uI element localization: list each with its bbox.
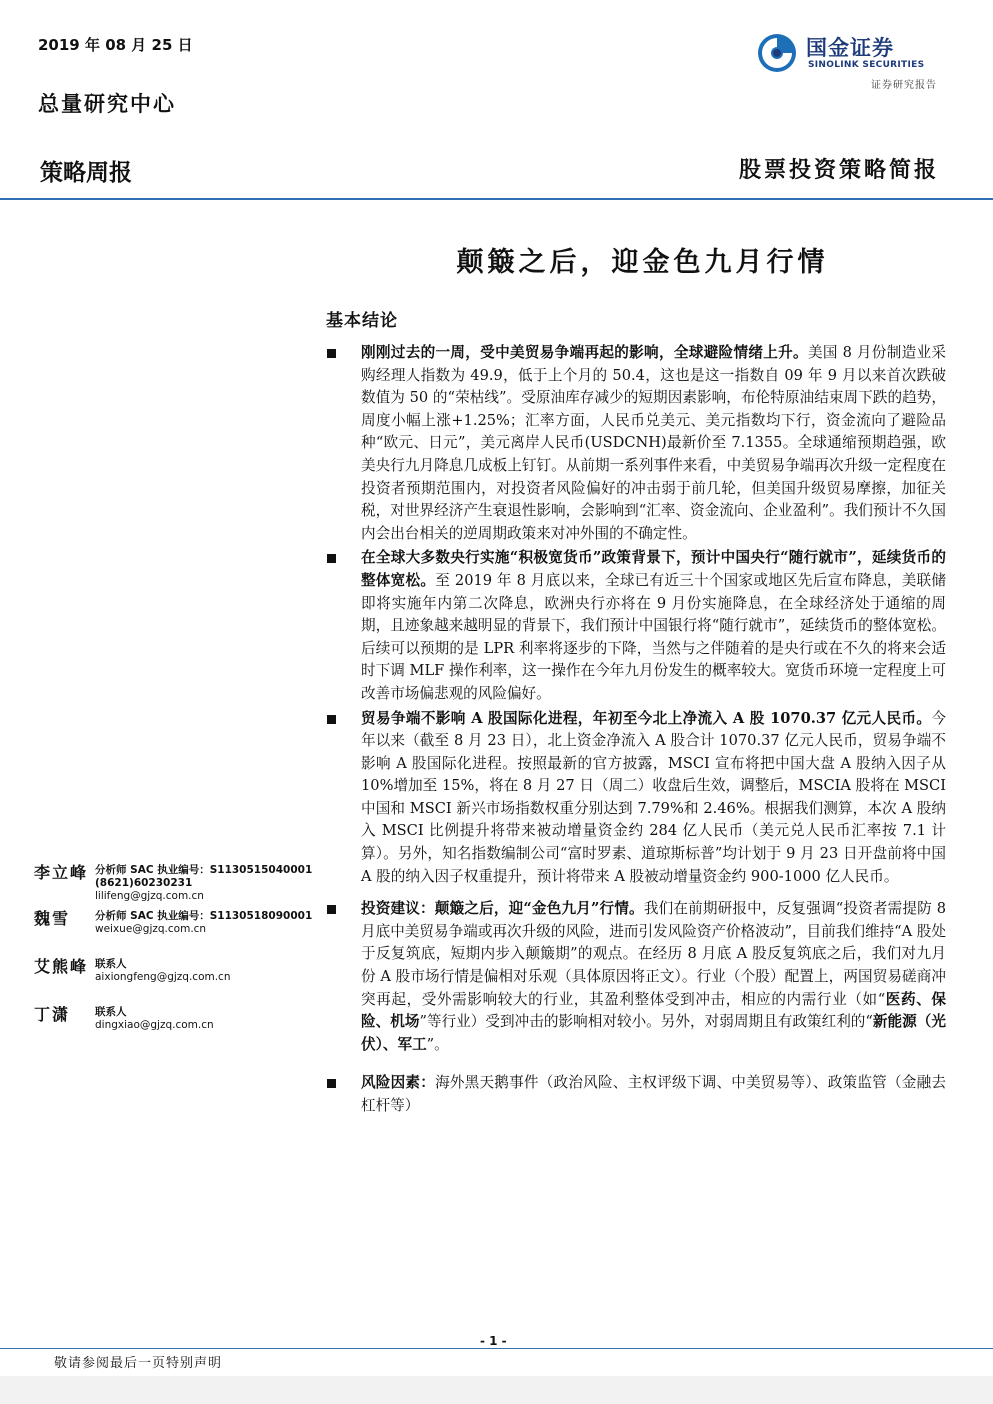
report-date: 2019 年 08 月 25 日: [38, 36, 193, 54]
logo-name-en: SINOLINK SECURITIES: [808, 60, 925, 70]
footer-band: [0, 1376, 993, 1404]
company-logo: [756, 30, 946, 90]
bullet-lead: 在全球大多数央行实施“积极宽货币”政策背景下，预计中国央行“随行就市”，延续货币的整体宽松。: [361, 549, 946, 589]
list-item: [326, 547, 946, 705]
footer-divider: [0, 1348, 993, 1349]
bullet-text: ”。: [426, 1035, 449, 1053]
analyst-name: 魏雪: [34, 909, 71, 928]
analyst-role: 分析师 SAC 执业编号：S1130518090001: [95, 910, 313, 922]
list-item: [326, 342, 946, 545]
analyst-name: 李立峰: [34, 863, 89, 882]
analyst-email: lilifeng@gjzq.com.cn: [95, 890, 204, 902]
bullet-text: 美国 8 月份制造业采购经理人指数为 49.9，低于上个月的 50.4，这也是这一指数自 09 年 9 月以来首次跌破数值为 50 的“荣枯线”。受原油库存减少的短期因素影响，布伦特原油结束周下跌的趋势，周度小幅上涨+1.25%；汇率方面，人民币兑美元、美元指数均下行，资金流向了避险品种“欧元、日元”，美元离岸人民币(USDCNH)最新价至 7.1355。全球通缩预期趋强，欧美央行九月降息几成板上钉钉。从前期一系列事件来看，中美贸易争端再次升级一定程度在投资者预期范围内，对投资者风险偏好的冲击弱于前几轮，但美国升级贸易摩擦，加征关税，对世界经济产生衰退性影响，会影响到“汇率、资金流向、企业盈利”。我们预计不久国内会出台相关的逆周期政策来对冲外围的不确定性。: [361, 344, 946, 542]
bullet-text: 我们在前期研报中，反复强调“投资者需提防 8 月底中美贸易争端或再次升级的风险，进而引发风险资产价格波动”，目前我们维持“A 股处于反复筑底，短期内步入颠簸期”的观点。在经历 8 月底 A 股反复筑底之后，我们对九月份 A 股市场行情是偏相对乐观（具体原因将正文）。行业（个股）配置上，两国贸易磋商冲突再起，受外需影响较大的行业，其盈利整体受到冲击，相应的内需行业（如“: [361, 900, 947, 1008]
bullet-lead: 刚刚过去的一周，受中美贸易争端再起的影响，全球避险情绪上升。: [361, 344, 808, 361]
report-type: 策略周报: [40, 160, 132, 186]
bullet-square-icon: [327, 715, 336, 724]
analyst-email: weixue@gjzq.com.cn: [95, 923, 207, 935]
bullet-text: 今年以来（截至 8 月 23 日），北上资金净流入 A 股合计 1070.37 亿元人民币，贸易争端不影响 A 股国际化进程。按照最新的官方披露，MSCI 宣布将把中国大盘 A 股纳入因子从 10%增加至 15%，将在 8 月 27 日（周二）收盘后生效，调整后，MSCIA 股将在 MSCI 中国和 MSCI 新兴市场指数权重分别达到 7.79%和 2.46%。根据我们测算，本次 A 股纳入 MSCI 比例提升将带来被动增量资金约 284 亿人民币（美元兑人民币汇率按 7.1 计算）。另外，知名指数编制公司“富时罗素、道琼斯标普”均计划于 9 月 23 日开盘前将中国 A 股的纳入因子权重提升，预计将带来 A 股被动增量资金约 900-1000 亿人民币。: [361, 709, 946, 885]
bullet-square-icon: [327, 554, 336, 563]
section-heading: 基本结论: [326, 311, 398, 331]
report-title: 颠簸之后，迎金色九月行情: [456, 247, 829, 278]
analyst-name: 丁潇: [34, 1005, 71, 1024]
conclusion-list: [326, 342, 946, 1118]
analyst-role: 分析师 SAC 执业编号：S1130515040001: [95, 864, 313, 876]
list-item: [326, 898, 946, 1056]
bullet-lead: 贸易争端不影响 A 股国际化进程，年初至今北上净流入 A 股 1070.37 亿元人民币。: [361, 709, 932, 727]
logo-subtitle: 证券研究报告: [871, 80, 937, 91]
bullet-bold-sectors: 新能源（光伏）、军工: [361, 1013, 946, 1053]
analyst-email: aixiongfeng@gjzq.com.cn: [95, 971, 231, 983]
bullet-text: ”等行业）受到冲击的影响相对较小。另外，对弱周期且有政策红利的“: [419, 1013, 873, 1031]
list-item: [326, 708, 946, 889]
report-series-name: 股票投资策略简报: [738, 157, 939, 183]
analyst-role: 联系人: [95, 958, 127, 970]
bullet-square-icon: [327, 905, 336, 914]
list-item: [326, 1072, 946, 1117]
analyst-role: 联系人: [95, 1006, 127, 1018]
bullet-text: 海外黑天鹅事件（政治风险、主权评级下调、中美贸易等）、政策监管（金融去杠杆等）: [361, 1074, 946, 1114]
analyst-name: 艾熊峰: [34, 957, 89, 976]
disclaimer-note: 敬请参阅最后一页特别声明: [54, 1356, 223, 1371]
analyst-email: dingxiao@gjzq.com.cn: [95, 1019, 214, 1031]
bullet-square-icon: [327, 349, 336, 358]
header-divider: [0, 198, 993, 200]
page-number: - 1 -: [480, 1334, 507, 1348]
analyst-phone: (8621)60230231: [95, 877, 193, 889]
bullet-lead: 风险因素：: [361, 1074, 436, 1092]
logo-name-cn: 国金证券: [806, 36, 894, 60]
bullet-lead: 投资建议：颠簸之后，迎“金色九月”行情。: [361, 900, 644, 918]
bullet-square-icon: [327, 1079, 336, 1088]
bullet-bold-sectors: 医药、保险、机场: [361, 990, 946, 1031]
sinolink-logo-mark-icon: [756, 32, 798, 74]
department-name: 总量研究中心: [38, 91, 176, 116]
bullet-text: 至 2019 年 8 月底以来，全球已有近三十个国家或地区先后宣布降息，美联储即将实施年内第二次降息，欧洲央行亦将在 9 月份实施降息，在全球经济处于通缩的周期，且迹象越来越明显的背景下，我们预计中国银行将“随行就市”，延续货币的整体宽松。后续可以预期的是 LPR 利率将逐步的下降，当然与之伴随着的是央行或在不久的将来会适时下调 MLF 操作利率，这一操作在今年九月份发生的概率较大。宽货币环境一定程度上可改善市场偏悲观的风险偏好。: [361, 571, 946, 702]
